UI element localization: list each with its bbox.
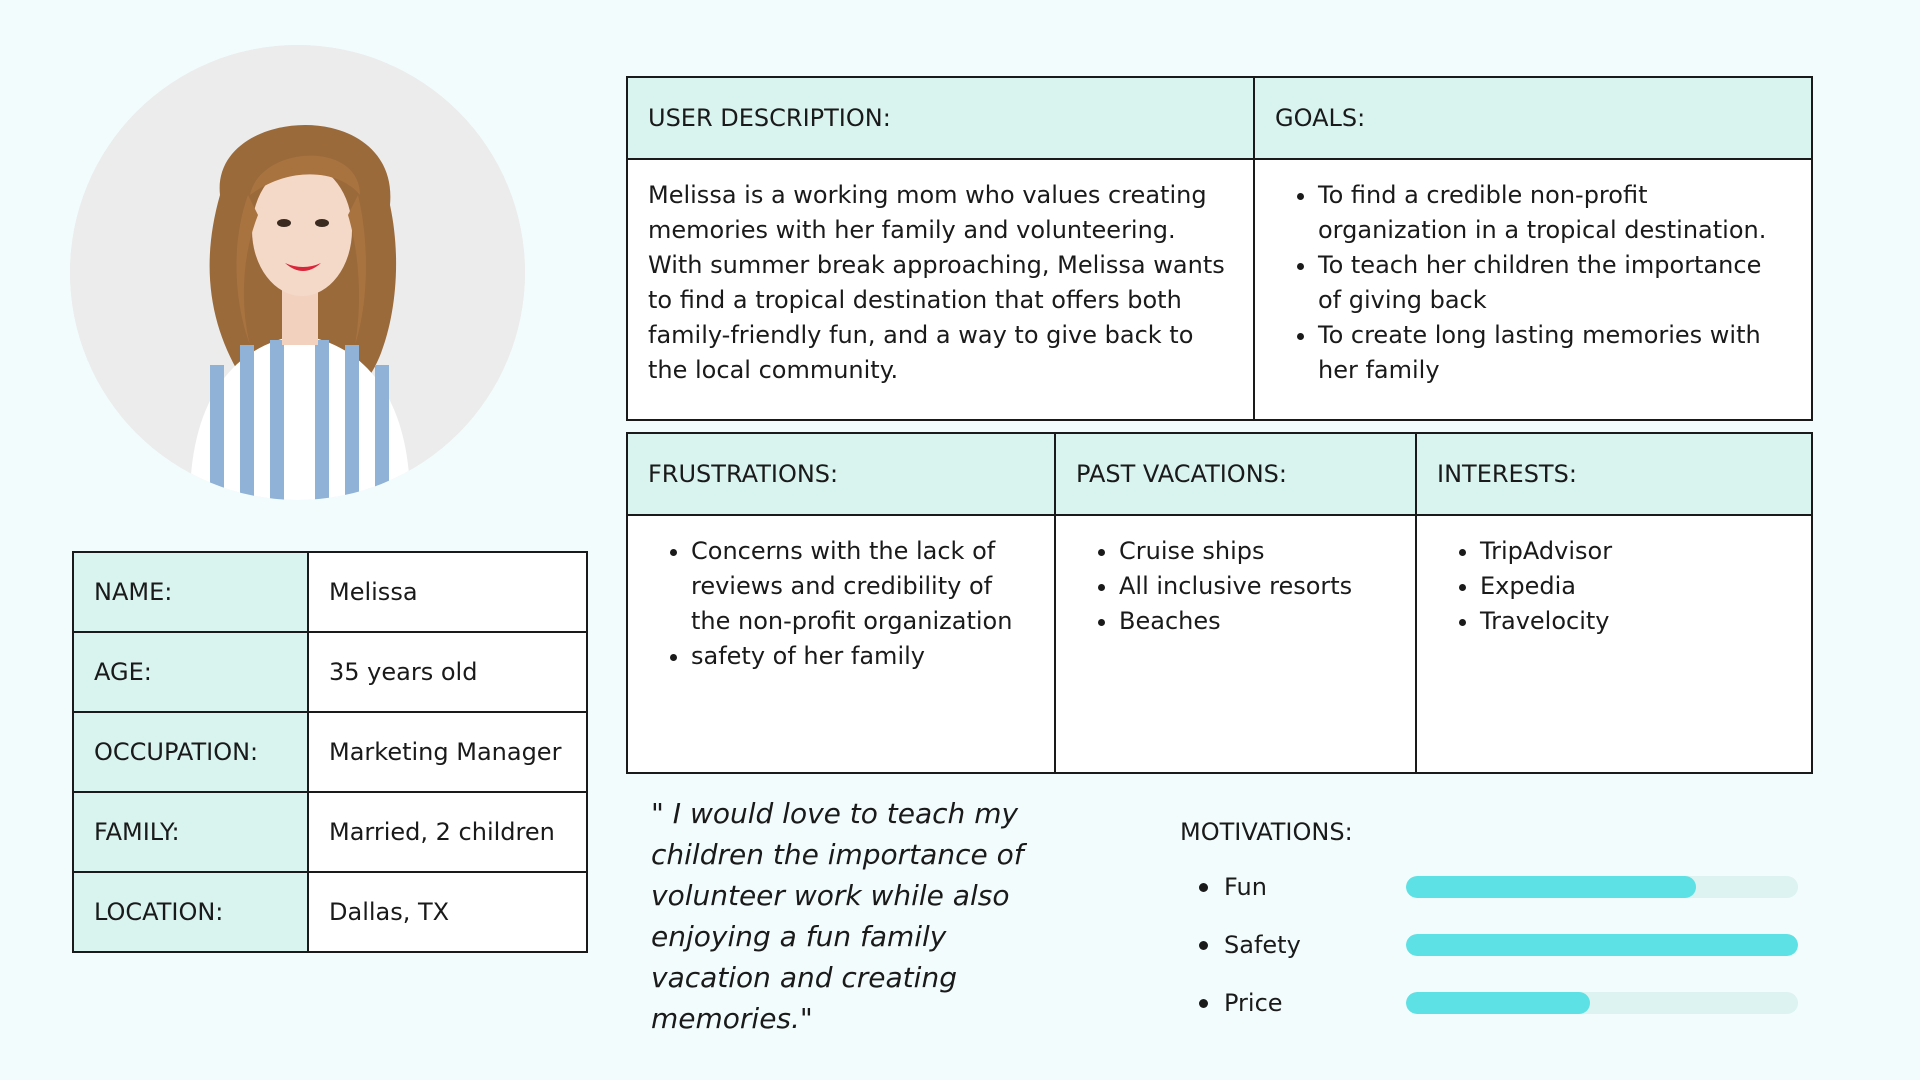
list-item: • TripAdvisor: [1480, 534, 1791, 569]
profile-row-name: [73, 552, 587, 632]
interests-heading: INTERESTS:: [1417, 434, 1811, 516]
age-value: 35 years old: [308, 632, 587, 712]
frustrations-body: [628, 516, 1054, 772]
motivation-row: [1180, 916, 1820, 974]
past-vacations-list: [1076, 534, 1395, 639]
motivation-bar-fill: [1406, 876, 1696, 898]
frustrations-section: [628, 434, 1054, 772]
list-item: • safety of her family: [691, 639, 1034, 674]
interests-list: [1437, 534, 1791, 639]
family-label: FAMILY:: [73, 792, 308, 872]
past-vacations-heading: PAST VACATIONS:: [1056, 434, 1415, 516]
goals-section: [1253, 78, 1811, 419]
user-avatar: [70, 45, 525, 500]
woman-portrait-illustration: [70, 45, 525, 500]
goals-body: [1255, 160, 1811, 419]
interests-section: [1415, 434, 1811, 772]
motivation-label-wrap: [1180, 931, 1406, 959]
motivation-row: [1180, 858, 1820, 916]
motivation-bar-fill: [1406, 934, 1798, 956]
motivations-section: [1180, 818, 1820, 1032]
bullet-icon: [1199, 999, 1208, 1008]
name-value: Melissa: [308, 552, 587, 632]
list-item: • Expedia: [1480, 569, 1791, 604]
user-description-section: [628, 78, 1253, 419]
frustrations-vacations-interests-panel: [626, 432, 1813, 774]
list-item: • To find a credible non-profit organization in a tropical destination.: [1318, 178, 1791, 248]
name-label: NAME:: [73, 552, 308, 632]
list-item: • Concerns with the lack of reviews and credibility of the non-profit organization: [691, 534, 1034, 639]
profile-info-table: [72, 551, 588, 953]
past-vacations-section: [1054, 434, 1415, 772]
motivation-label-wrap: [1180, 873, 1406, 901]
user-description-heading: USER DESCRIPTION:: [628, 78, 1253, 160]
description-goals-panel: [626, 76, 1813, 421]
profile-row-family: [73, 792, 587, 872]
list-item: • Beaches: [1119, 604, 1395, 639]
list-item: • To create long lasting memories with her family: [1318, 318, 1791, 388]
profile-row-occupation: [73, 712, 587, 792]
user-description-text: Melissa is a working mom who values creating memories with her family and volunteering. With summer break approaching, Melissa wants to find a tropical destination that offers both family-friendly fun, and a way to give back to the local community.: [648, 181, 1225, 384]
past-vacations-body: [1056, 516, 1415, 772]
motivation-row: [1180, 974, 1820, 1032]
profile-row-location: [73, 872, 587, 952]
occupation-value: Marketing Manager: [308, 712, 587, 792]
location-label: LOCATION:: [73, 872, 308, 952]
location-value: Dallas, TX: [308, 872, 587, 952]
motivation-label: Price: [1224, 989, 1283, 1017]
motivation-bar-track: [1406, 876, 1798, 898]
goals-heading: GOALS:: [1255, 78, 1811, 160]
goals-list: [1275, 178, 1791, 388]
motivation-label: Safety: [1224, 931, 1301, 959]
frustrations-heading: FRUSTRATIONS:: [628, 434, 1054, 516]
bullet-icon: [1199, 883, 1208, 892]
motivation-label: Fun: [1224, 873, 1267, 901]
list-item: • Travelocity: [1480, 604, 1791, 639]
frustrations-list: [648, 534, 1034, 674]
interests-body: [1417, 516, 1811, 772]
motivations-heading: MOTIVATIONS:: [1180, 818, 1353, 846]
motivation-bar-track: [1406, 934, 1798, 956]
list-item: • To teach her children the importance of giving back: [1318, 248, 1791, 318]
age-label: AGE:: [73, 632, 308, 712]
motivation-label-wrap: [1180, 989, 1406, 1017]
bullet-icon: [1199, 941, 1208, 950]
list-item: • Cruise ships: [1119, 534, 1395, 569]
list-item: • All inclusive resorts: [1119, 569, 1395, 604]
family-value: Married, 2 children: [308, 792, 587, 872]
motivation-bar-fill: [1406, 992, 1590, 1014]
user-quote: " I would love to teach my children the importance of volunteer work while also enjoying a fun family vacation and creating memories.": [651, 797, 1024, 1035]
motivation-bar-track: [1406, 992, 1798, 1014]
profile-row-age: [73, 632, 587, 712]
occupation-label: OCCUPATION:: [73, 712, 308, 792]
